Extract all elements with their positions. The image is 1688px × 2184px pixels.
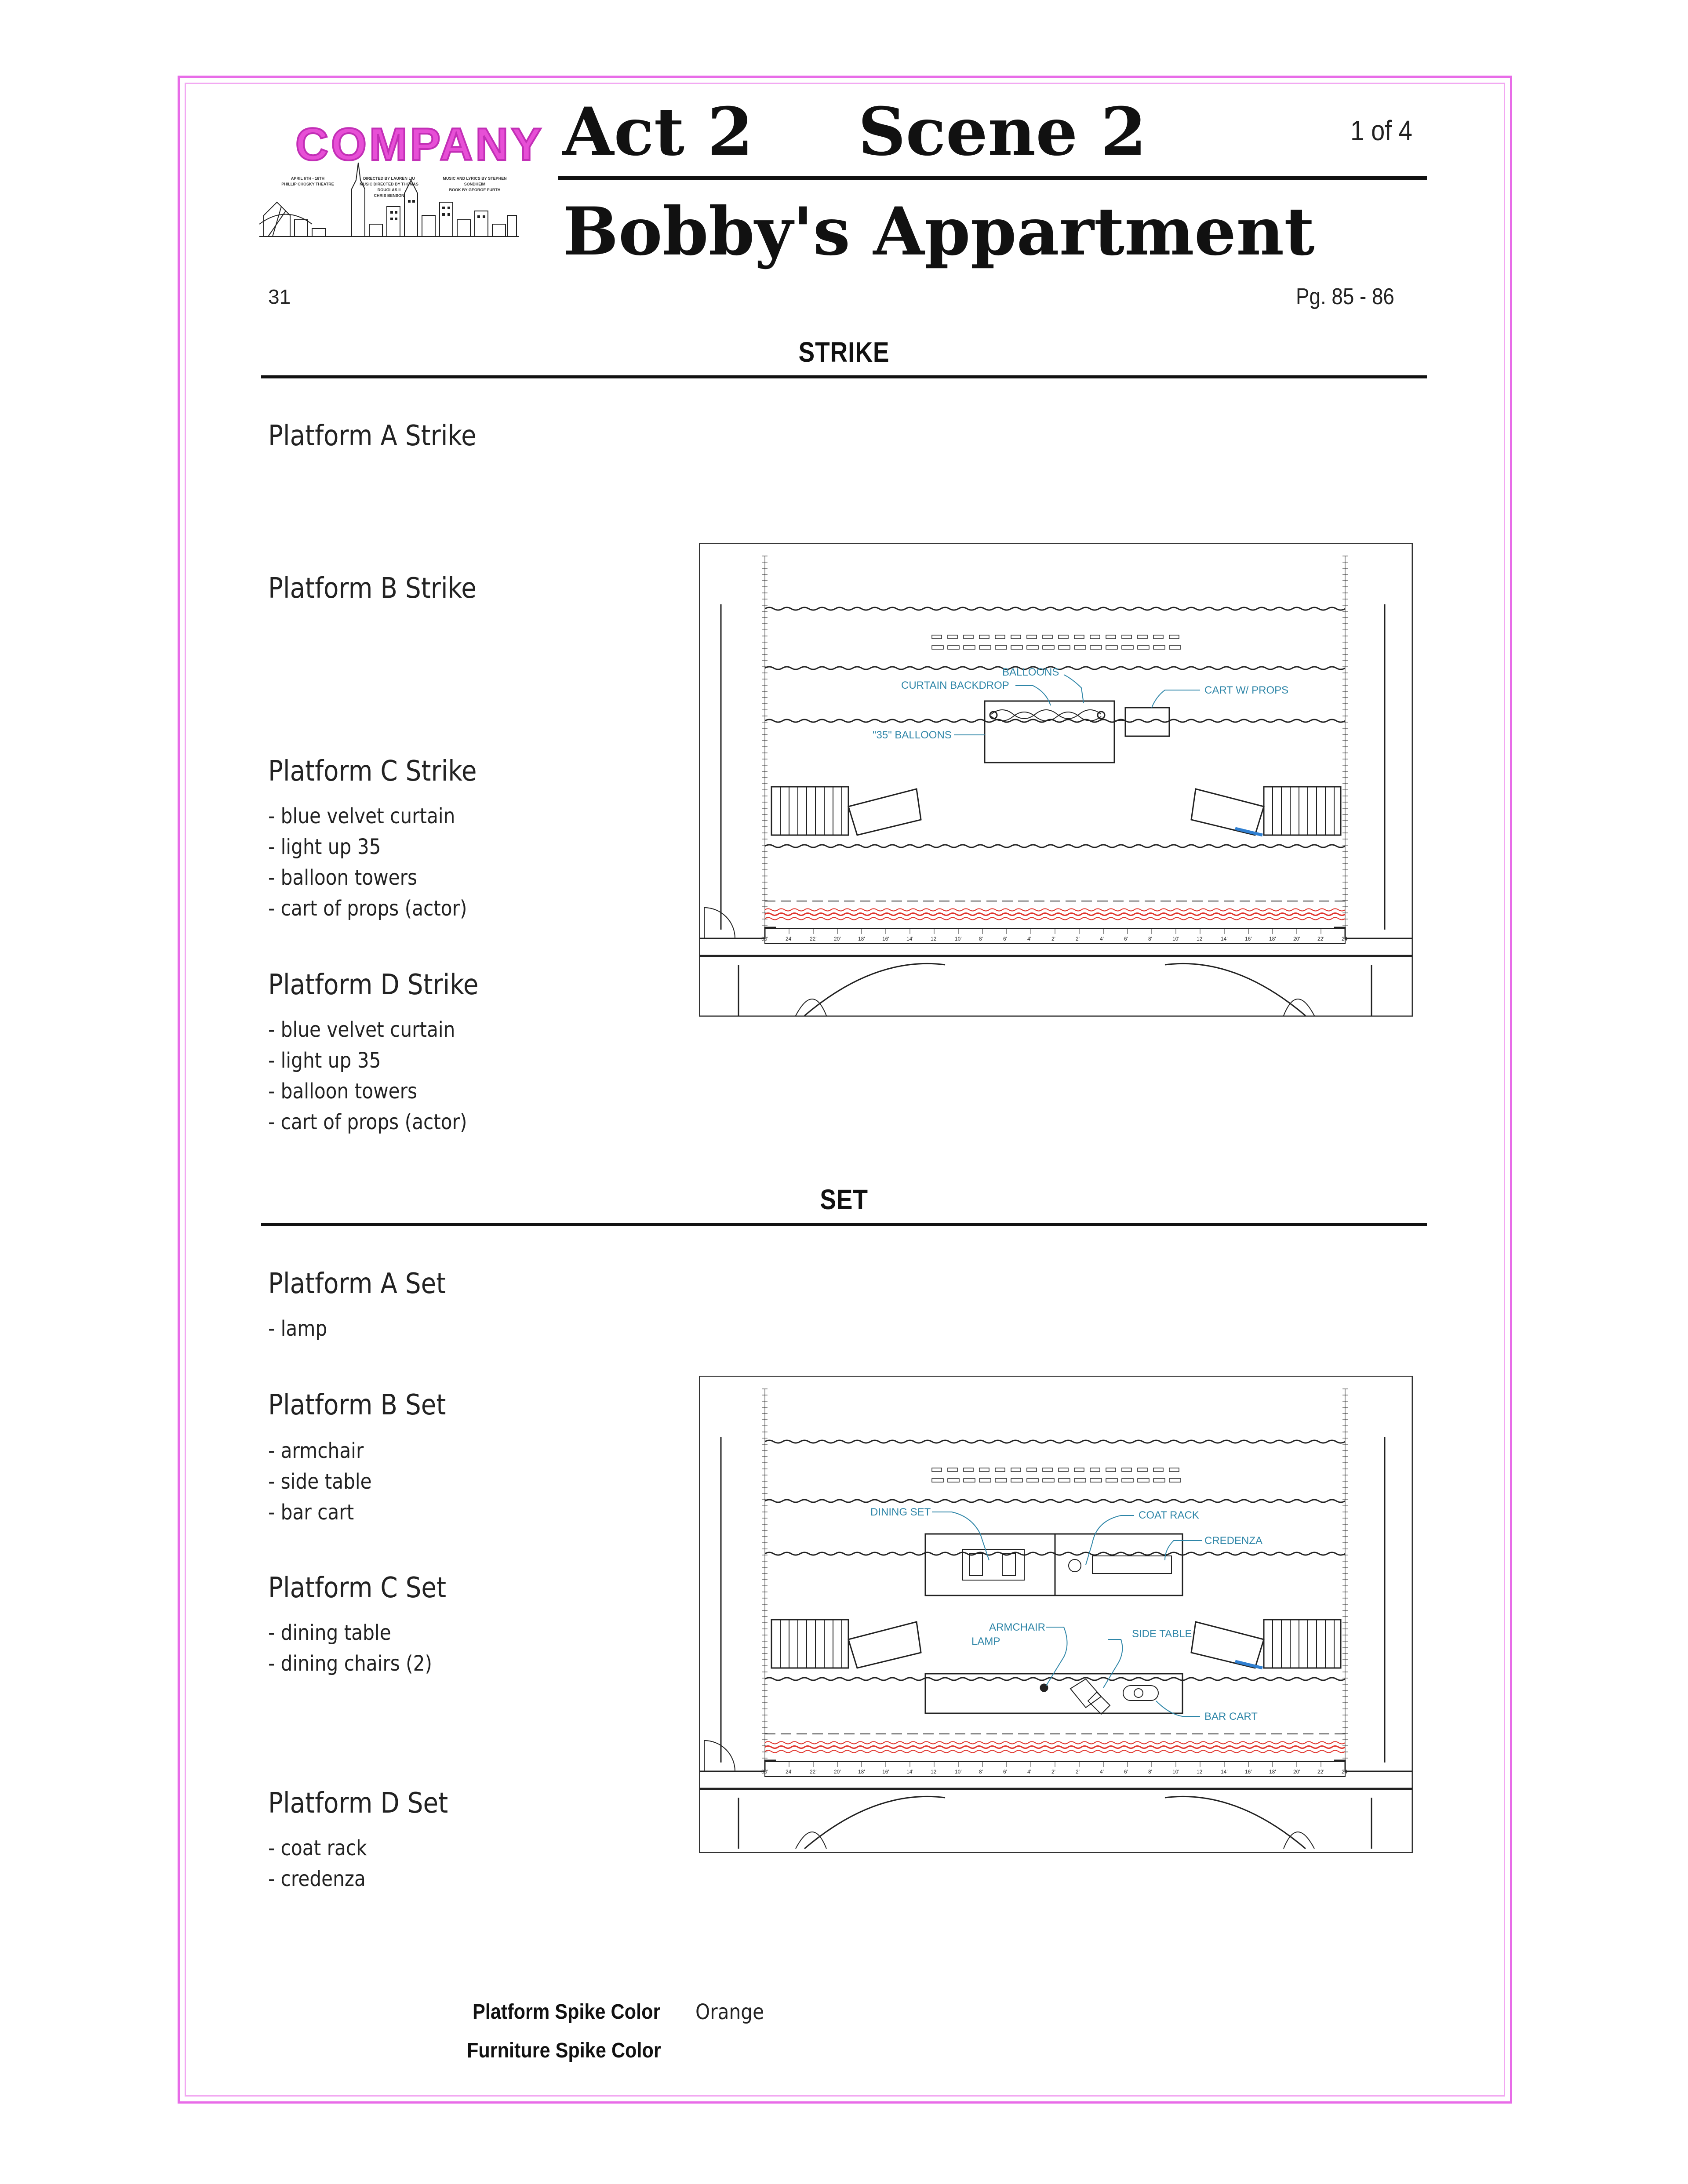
ruler-tick-label: 6' <box>1003 936 1007 942</box>
credit-line: MUSIC AND LYRICS BY STEPHEN SONDHEIM <box>443 176 507 186</box>
ruler-tick-label: 24' <box>786 1769 793 1775</box>
set-ground-plan <box>699 1376 1413 1853</box>
ruler-tick-label: 24' <box>786 936 793 942</box>
ruler-tick-label: 18' <box>1269 1769 1276 1775</box>
label-balloons: BALLOONS <box>1002 666 1059 678</box>
platform-d-strike-title: Platform D Strike <box>268 969 479 1001</box>
ruler-tick-label: 14' <box>906 1769 913 1775</box>
ruler-tick-label: 16' <box>1245 1769 1252 1775</box>
script-pages: Pg. 85 - 86 <box>1296 284 1394 309</box>
platform-c-set-title: Platform C Set <box>268 1572 447 1604</box>
label-side-table: SIDE TABLE <box>1132 1628 1192 1640</box>
ruler-tick-label: 12' <box>931 1769 938 1775</box>
ruler-tick-label: 14' <box>906 936 913 942</box>
ruler-tick-label: 2' <box>1051 1769 1055 1775</box>
ruler-tick-label: 2' <box>1076 936 1080 942</box>
ruler-tick-label: 20' <box>1293 1769 1300 1775</box>
list-item: - light up 35 <box>268 1048 381 1073</box>
label-armchair: ARMCHAIR <box>989 1621 1046 1633</box>
ruler-tick-label: 20' <box>1293 936 1300 942</box>
list-item: - blue velvet curtain <box>268 1018 455 1042</box>
strike-ground-plan <box>699 543 1413 1017</box>
set-rule <box>261 1223 1427 1226</box>
ruler-tick-label: 24' <box>1342 1769 1349 1775</box>
platform-c-strike-title: Platform C Strike <box>268 755 477 788</box>
city-skyline-icon <box>259 163 519 242</box>
ruler-tick-label: 12' <box>1197 936 1204 942</box>
label-cart-props: CART W/ PROPS <box>1204 684 1289 696</box>
platform-d-set-title: Platform D Set <box>268 1787 448 1820</box>
furniture-spike-label: Furniture Spike Color <box>467 2039 661 2062</box>
ruler-tick-label: 2' <box>1076 1769 1080 1775</box>
credit-line: MUSIC DIRECTED BY THOMAS DOUGLAS II <box>360 182 418 192</box>
list-item: - coat rack <box>268 1836 367 1861</box>
ruler-tick-label: 24' <box>1342 936 1349 942</box>
ruler-tick-label: 6' <box>1124 1769 1128 1775</box>
scene-title: Scene 2 <box>858 93 1147 171</box>
credit-line: APRIL 6TH - 16TH <box>291 176 325 181</box>
ruler-tick-label: 16' <box>882 936 889 942</box>
ruler-tick-label: 18' <box>1269 936 1276 942</box>
platform-d-strike-list <box>268 1014 494 1137</box>
label-dining-set: DINING SET <box>870 1506 931 1518</box>
list-item: - credenza <box>268 1867 366 1891</box>
label-credenza: CREDENZA <box>1204 1535 1263 1547</box>
ruler-tick-label: 16' <box>882 1769 889 1775</box>
list-item: - cart of props (actor) <box>268 1110 467 1134</box>
ruler-tick-label: 22' <box>1317 1769 1324 1775</box>
list-item: - lamp <box>268 1316 327 1341</box>
ruler-tick-label: 4' <box>1027 1769 1031 1775</box>
ruler-tick-label: 18' <box>858 936 865 942</box>
ruler-tick-label: 8' <box>979 936 983 942</box>
ruler-tick-label: 30' <box>761 936 768 942</box>
ruler-tick-label: 6' <box>1124 936 1128 942</box>
list-item: - dining table <box>268 1621 391 1645</box>
page-count: 1 of 4 <box>1350 115 1412 146</box>
strike-rule <box>261 375 1427 378</box>
logo-text: COMPANY <box>295 119 544 170</box>
list-item: - cart of props (actor) <box>268 896 467 921</box>
list-item: - dining chairs (2) <box>268 1651 432 1676</box>
ruler-tick-label: 14' <box>1221 1769 1228 1775</box>
ruler-tick-label: 20' <box>834 936 841 942</box>
list-item: - bar cart <box>268 1500 354 1525</box>
list-item: - balloon towers <box>268 865 418 890</box>
platform-b-set-title: Platform B Set <box>268 1389 446 1421</box>
platform-a-set-list <box>268 1313 335 1344</box>
platform-spike-label: Platform Spike Color <box>473 2000 661 2024</box>
ruler-tick-label: 10' <box>1172 1769 1179 1775</box>
act-title: Act 2 <box>563 93 753 171</box>
ruler-tick-label: 30' <box>761 1769 768 1775</box>
ruler-tick-label: 10' <box>955 936 962 942</box>
credit-line: CHRIS BENSON <box>374 193 404 198</box>
credit-line: BOOK BY GEORGE FURTH <box>449 188 501 192</box>
ruler-tick-label: 14' <box>1221 936 1228 942</box>
ruler-tick-label: 10' <box>1172 936 1179 942</box>
company-logo <box>259 110 544 242</box>
ruler-tick-label: 6' <box>1003 1769 1007 1775</box>
credit-line: PHILLIP CHOSKY THEATRE <box>281 182 334 186</box>
label-coat-rack: COAT RACK <box>1139 1509 1199 1521</box>
ruler-tick-label: 22' <box>810 1769 817 1775</box>
ruler-tick-label: 12' <box>931 936 938 942</box>
set-heading: SET <box>820 1184 868 1215</box>
platform-a-strike-title: Platform A Strike <box>268 420 477 452</box>
ruler-tick-label: 18' <box>858 1769 865 1775</box>
platform-spike-value: Orange <box>695 2000 764 2024</box>
sheet-number: 31 <box>268 285 291 308</box>
location-title: Bobby's Appartment <box>563 193 1315 270</box>
list-item: - blue velvet curtain <box>268 804 455 829</box>
ruler-tick-label: 8' <box>979 1769 983 1775</box>
platform-c-set-list <box>268 1617 455 1679</box>
ruler-tick-label: 22' <box>810 936 817 942</box>
label-35-balloons: "35" BALLOONS <box>873 729 952 741</box>
ruler-tick-label: 20' <box>834 1769 841 1775</box>
label-lamp: LAMP <box>971 1635 1000 1647</box>
platform-a-set-title: Platform A Set <box>268 1268 446 1300</box>
platform-d-set-list <box>268 1833 380 1894</box>
ruler-tick-label: 2' <box>1051 936 1055 942</box>
ruler-tick-label: 16' <box>1245 936 1252 942</box>
label-bar-cart: BAR CART <box>1204 1711 1258 1722</box>
label-curtain-backdrop: CURTAIN BACKDROP <box>901 680 1009 691</box>
platform-c-strike-list <box>268 801 494 924</box>
ruler-tick-label: 8' <box>1148 1769 1152 1775</box>
list-item: - armchair <box>268 1439 364 1463</box>
ruler-tick-label: 10' <box>955 1769 962 1775</box>
credit-line: DIRECTED BY LAUREN LIU <box>363 176 415 181</box>
ruler-tick-label: 22' <box>1317 936 1324 942</box>
list-item: - light up 35 <box>268 835 381 859</box>
ruler-tick-label: 4' <box>1100 936 1104 942</box>
platform-b-strike-title: Platform B Strike <box>268 572 477 605</box>
ruler-tick-label: 4' <box>1027 936 1031 942</box>
list-item: - side table <box>268 1469 372 1494</box>
ruler-tick-label: 8' <box>1148 936 1152 942</box>
platform-b-set-list <box>268 1435 386 1528</box>
strike-heading: STRIKE <box>798 336 890 368</box>
list-item: - balloon towers <box>268 1079 418 1104</box>
ruler-tick-label: 4' <box>1100 1769 1104 1775</box>
title-rule <box>558 176 1427 180</box>
ruler-tick-label: 12' <box>1197 1769 1204 1775</box>
